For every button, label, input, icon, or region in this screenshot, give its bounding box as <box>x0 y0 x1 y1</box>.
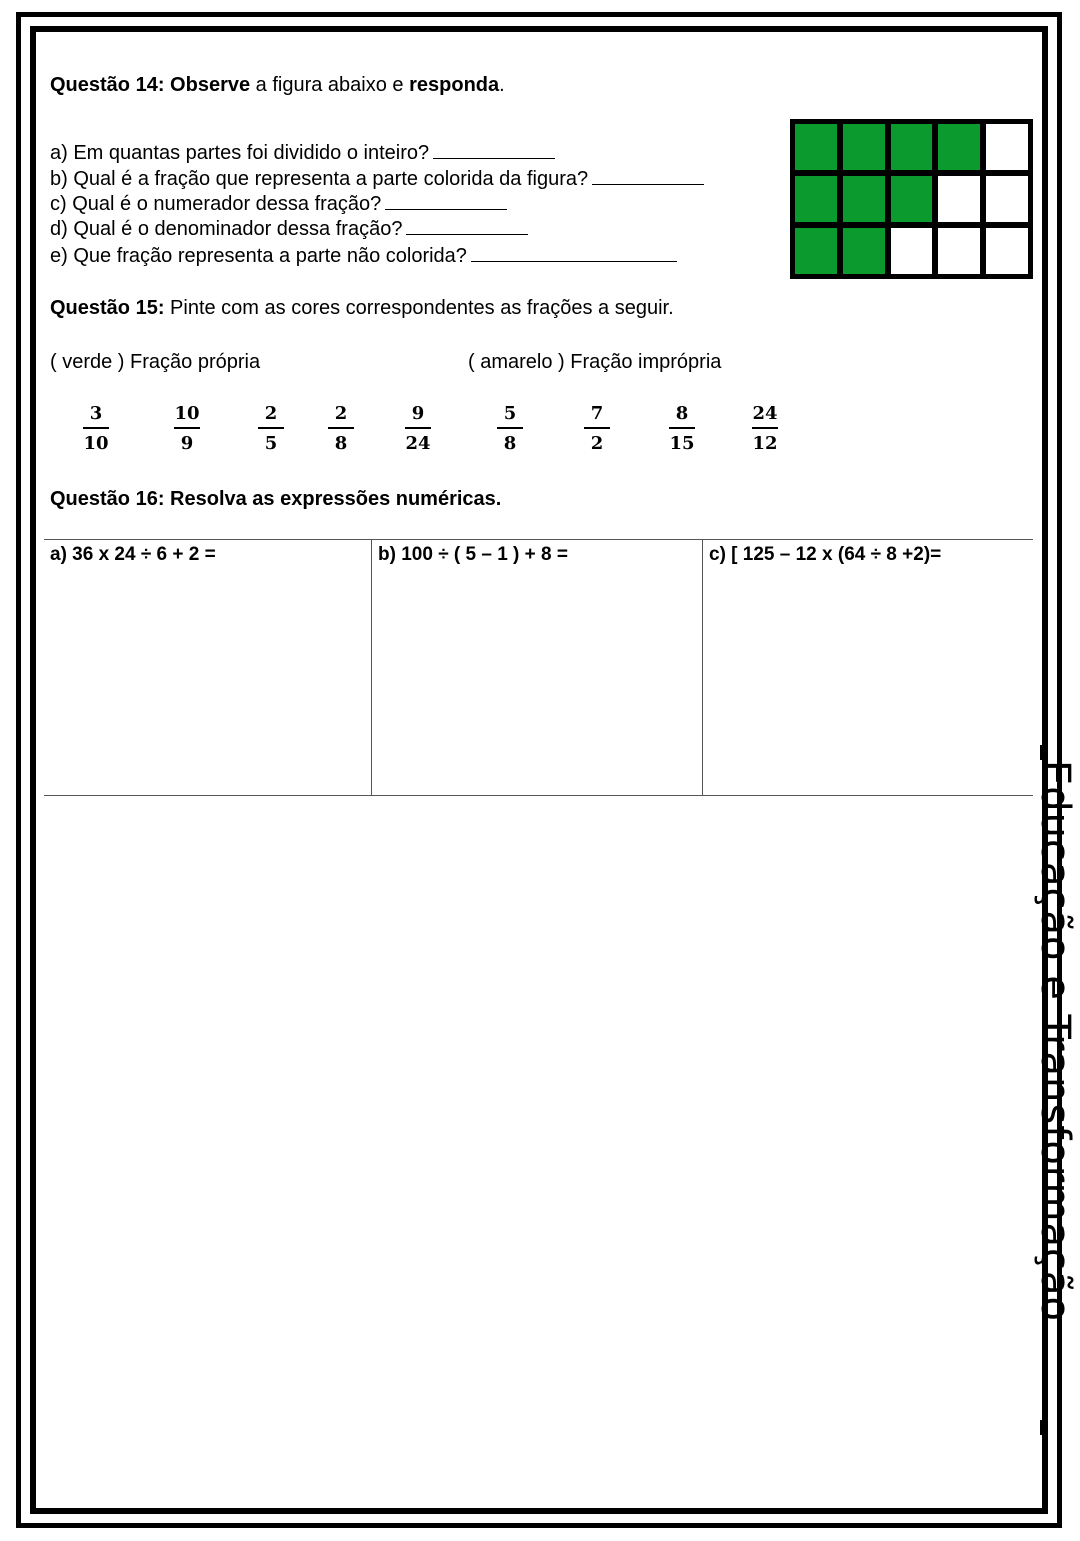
fraction-numerator: 7 <box>590 403 604 424</box>
q14-title: Questão 14: Observe a figura abaixo e responda. <box>50 74 505 96</box>
watermark-bar-bottom <box>1040 1420 1046 1435</box>
grid-cell-colored <box>843 176 885 222</box>
grid-cell-empty <box>938 176 980 222</box>
fraction-item[interactable] <box>490 403 530 454</box>
fraction-denominator: 24 <box>405 433 431 454</box>
fraction-denominator: 15 <box>669 433 695 454</box>
grid-cell-colored <box>795 176 837 222</box>
q14-item-c: c) Qual é o numerador dessa fração? <box>50 193 507 216</box>
q14-item-e: e) Que fração representa a parte não colorida? <box>50 245 677 268</box>
fraction-item[interactable] <box>745 403 785 454</box>
fraction-denominator: 8 <box>334 433 348 454</box>
grid-cell-empty <box>986 124 1028 170</box>
grid-cell-colored <box>938 124 980 170</box>
fraction-numerator: 5 <box>503 403 517 424</box>
grid-cell-colored <box>843 228 885 274</box>
fraction-item[interactable] <box>577 403 617 454</box>
fraction-denominator: 5 <box>264 433 278 454</box>
expression-c[interactable]: c) [ 125 – 12 x (64 ÷ 8 +2)= <box>709 544 942 565</box>
q16-title: Questão 16: Resolva as expressões numéricas. <box>50 488 502 510</box>
fraction-item[interactable] <box>76 403 116 454</box>
fraction-item[interactable] <box>398 403 438 454</box>
grid-cell-colored <box>891 124 933 170</box>
watermark-bar-top <box>1040 745 1046 760</box>
fraction-denominator: 10 <box>83 433 109 454</box>
fraction-numerator: 8 <box>675 403 689 424</box>
answer-blank[interactable] <box>471 247 677 262</box>
fraction-numerator: 2 <box>334 403 348 424</box>
expressions-table <box>44 539 1033 796</box>
answer-blank[interactable] <box>385 195 507 210</box>
option-green: ( verde ) Fração própria <box>50 351 261 373</box>
watermark: Educação e Transformação <box>1032 760 1078 1322</box>
grid-cell-colored <box>795 124 837 170</box>
fraction-numerator: 9 <box>411 403 425 424</box>
expression-b[interactable]: b) 100 ÷ ( 5 – 1 ) + 8 = <box>378 544 568 565</box>
grid-cell-colored <box>891 176 933 222</box>
q14-item-b: b) Qual é a fração que representa a parte colorida da figura? <box>50 168 704 191</box>
grid-cell-colored <box>795 228 837 274</box>
grid-cell-empty <box>986 228 1028 274</box>
grid-cell-empty <box>938 228 980 274</box>
answer-blank[interactable] <box>592 170 704 185</box>
expression-a[interactable]: a) 36 x 24 ÷ 6 + 2 = <box>50 544 216 565</box>
fraction-item[interactable] <box>321 403 361 454</box>
q14-item-a: a) Em quantas partes foi dividido o inteiro? <box>50 142 555 165</box>
fraction-item[interactable] <box>662 403 702 454</box>
fraction-numerator: 3 <box>89 403 103 424</box>
grid-cell-empty <box>986 176 1028 222</box>
fraction-denominator: 8 <box>503 433 517 454</box>
grid-cell-colored <box>843 124 885 170</box>
q15-title: Questão 15: Pinte com as cores correspondentes as frações a seguir. <box>50 297 674 319</box>
fraction-denominator: 12 <box>752 433 778 454</box>
fraction-denominator: 2 <box>590 433 604 454</box>
option-yellow: ( amarelo ) Fração imprópria <box>468 351 722 373</box>
answer-blank[interactable] <box>433 144 555 159</box>
fraction-numerator: 2 <box>264 403 278 424</box>
fraction-item[interactable] <box>167 403 207 454</box>
fraction-denominator: 9 <box>180 433 194 454</box>
fraction-item[interactable] <box>251 403 291 454</box>
fraction-grid-figure <box>790 119 1033 279</box>
fraction-numerator: 10 <box>174 403 200 424</box>
answer-blank[interactable] <box>406 220 528 235</box>
grid-cell-empty <box>891 228 933 274</box>
fraction-numerator: 24 <box>752 403 778 424</box>
q14-item-d: d) Qual é o denominador dessa fração? <box>50 218 528 241</box>
